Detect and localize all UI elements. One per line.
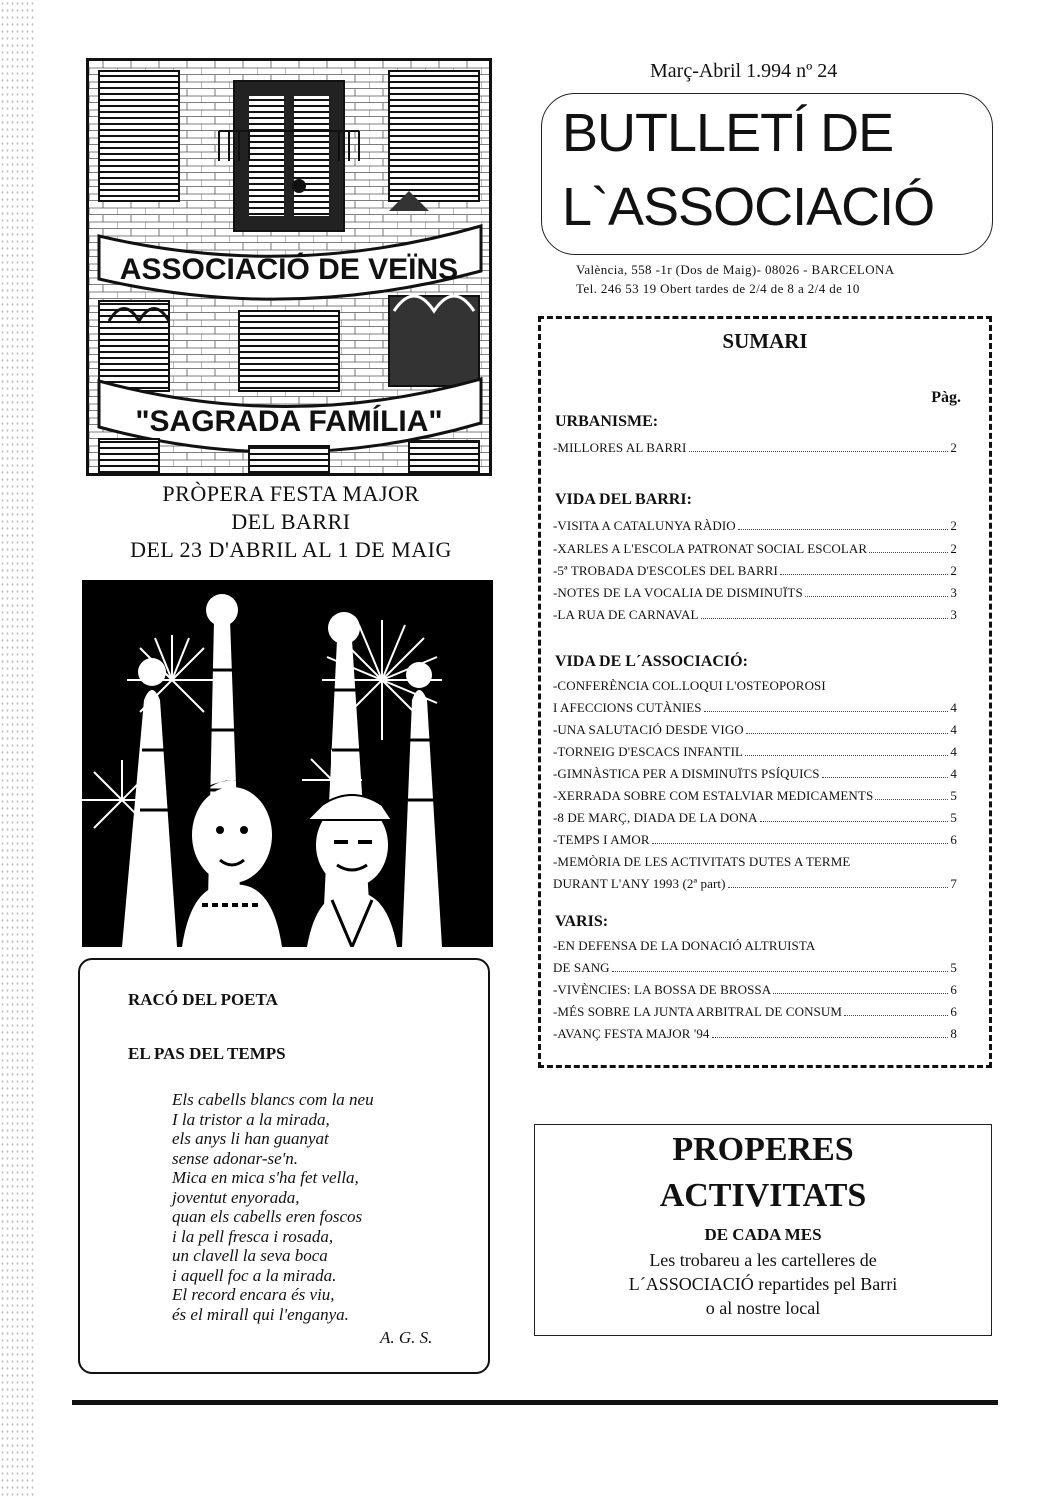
- poem-text: [172, 1090, 472, 1324]
- poem-line: i la pell fresca i rosada,: [172, 1226, 334, 1246]
- phone-hours-line: Tel. 246 53 19 Obert tardes de 2/4 de 8 a 2/4 de 10: [576, 281, 860, 296]
- properes-heading-2: ACTIVITATS: [659, 1177, 867, 1214]
- poem-line: un clavell la seva boca: [172, 1246, 328, 1265]
- association-illustration: [86, 58, 492, 476]
- masthead-title-box: [541, 93, 993, 255]
- properes-heading-1: PROPERES: [672, 1131, 854, 1168]
- toc-entry: -XERRADA SOBRE COM ESTALVIAR MEDICAMENTS 5: [553, 788, 957, 803]
- properes-line-1: Les trobareu a les cartelleres de: [649, 1250, 877, 1270]
- toc-entry: DURANT L'ANY 1993 (2ª part) 7: [553, 876, 957, 891]
- poeta-heading: RACÓ DEL POETA: [128, 990, 278, 1009]
- festa-line-1: PRÒPERA FESTA MAJOR: [162, 481, 420, 506]
- festa-illustration: [82, 580, 493, 947]
- festa-line-3: DEL 23 D'ABRIL AL 1 DE MAIG: [130, 537, 452, 562]
- poem-line: Mica en mica s'ha fet vella,: [172, 1168, 359, 1187]
- page-column-label: Pàg.: [931, 389, 961, 406]
- toc-entry: -NOTES DE LA VOCALIA DE DISMINUÏTS 3: [553, 585, 957, 600]
- toc-entry: -MILLORES AL BARRI 2: [553, 440, 957, 455]
- sumari-box: [538, 316, 992, 1068]
- festa-line-2: DEL BARRI: [231, 509, 351, 534]
- properes-activitats-box: [534, 1124, 992, 1336]
- toc-entry: -TORNEIG D'ESCACS INFANTIL 4: [553, 744, 957, 759]
- poem-line: els anys li han guanyat: [172, 1129, 329, 1148]
- poem-line: El record encara és viu,: [172, 1285, 335, 1304]
- section-heading: URBANISME:: [555, 413, 659, 430]
- poem-line: sense adonar-se'n.: [172, 1148, 299, 1168]
- poem-line: Els cabells blancs com la neu: [172, 1090, 374, 1109]
- poem-line: i aquell foc a la mirada.: [172, 1265, 337, 1285]
- raco-del-poeta-box: [78, 958, 490, 1374]
- toc-entry: -AVANÇ FESTA MAJOR '94 8: [553, 1026, 957, 1041]
- properes-line-2: L´ASSOCIACIÓ repartides pel Barri: [628, 1274, 898, 1294]
- section-heading: VIDA DEL BARRI:: [555, 491, 692, 508]
- banner-top-text: ASSOCIACIÓ DE VEÏNS: [119, 253, 459, 286]
- sumari-title: SUMARI: [722, 329, 808, 353]
- toc-entry: -LA RUA DE CARNAVAL 3: [553, 607, 957, 622]
- poem-line: és el mirall qui l'enganya.: [172, 1304, 349, 1324]
- scan-edge-speckle: [0, 0, 34, 1497]
- festa-major-notice: [86, 480, 496, 564]
- toc-entry: -UNA SALUTACIÓ DESDE VIGO 4: [553, 722, 957, 737]
- toc-entry: -CONFERÈNCIA COL.LOQUI L'OSTEOPOROSI: [553, 678, 826, 693]
- masthead-title-line-1: BUTLLETÍ DE: [562, 103, 894, 163]
- masthead-title-line-2: L`ASSOCIACIÓ: [562, 177, 935, 237]
- toc-entry: -MÉS SOBRE LA JUNTA ARBITRAL DE CONSUM 6: [553, 1004, 957, 1019]
- toc-entry: DE SANG 5: [553, 960, 957, 975]
- toc-entry: -EN DEFENSA DE LA DONACIÓ ALTRUISTA: [553, 938, 816, 953]
- properes-line-3: o al nostre local: [705, 1298, 821, 1318]
- poem-signature: A. G. S.: [380, 1328, 433, 1347]
- issue-line: Març-Abril 1.994 nº 24: [650, 60, 838, 82]
- toc-entry: -VISITA A CATALUNYA RÀDIO 2: [553, 518, 957, 533]
- toc-entry: -GIMNÀSTICA PER A DISMINUÏTS PSÍQUICS 4: [553, 766, 957, 781]
- poem-title: EL PAS DEL TEMPS: [128, 1044, 286, 1063]
- banner-bottom-text: "SAGRADA FAMÍLIA": [135, 405, 443, 438]
- bottom-rule: [72, 1400, 998, 1405]
- poem-line: joventut enyorada,: [172, 1187, 300, 1207]
- toc-entry: I AFECCIONS CUTÀNIES 4: [553, 700, 957, 715]
- toc-entry: -MEMÒRIA DE LES ACTIVITATS DUTES A TERME: [553, 854, 851, 869]
- toc-entry: -5ª TROBADA D'ESCOLES DEL BARRI 2: [553, 563, 957, 578]
- properes-subheading: DE CADA MES: [704, 1225, 822, 1244]
- section-heading: VIDA DE L´ASSOCIACIÓ:: [555, 653, 748, 670]
- toc-entry: -VIVÈNCIES: LA BOSSA DE BROSSA 6: [553, 982, 957, 997]
- poem-line: I la tristor a la mirada,: [172, 1109, 330, 1129]
- poem-line: quan els cabells eren foscos: [172, 1207, 363, 1226]
- toc-entry: -XARLES A L'ESCOLA PATRONAT SOCIAL ESCOLAR 2: [553, 541, 957, 556]
- toc-entry: -TEMPS I AMOR 6: [553, 832, 957, 847]
- section-heading: VARIS:: [555, 913, 609, 930]
- toc-entry: -8 DE MARÇ, DIADA DE LA DONA 5: [553, 810, 957, 825]
- address-line: València, 558 -1r (Dos de Maig)- 08026 - BARCELONA: [576, 262, 895, 277]
